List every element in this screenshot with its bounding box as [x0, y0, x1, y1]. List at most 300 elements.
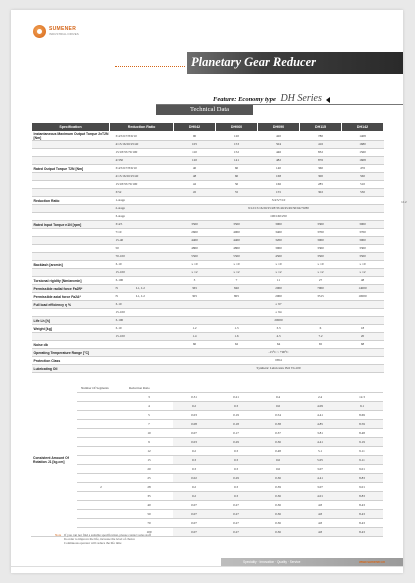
inertia-row: [31, 456, 383, 465]
spec-value: 3000: [342, 221, 384, 229]
segment-cell: [77, 411, 125, 420]
spec-value: ≤ 10: [300, 261, 342, 269]
column-header: DH060: [216, 123, 258, 132]
inertia-value: 3.07: [299, 465, 341, 474]
catalog-page: [11, 10, 407, 573]
spec-value: 3500: [342, 253, 384, 261]
spec-label: Life Lh [h]: [32, 317, 110, 325]
sun-logo-icon: [33, 25, 46, 38]
column-header: Specification: [32, 123, 110, 132]
ratio-cell: 40: [125, 501, 173, 510]
spec-value: ≤ 10: [216, 261, 258, 269]
note-line: If you can not find a suitable specification, please contact sales staff: [64, 533, 151, 537]
spec-value: 365: [174, 285, 216, 293]
spec-value: ≤ 12: [258, 269, 300, 277]
spec-value: 3500: [300, 253, 342, 261]
spec-value: 62: [216, 341, 258, 349]
inertia-value: 4.8: [299, 501, 341, 510]
spec-row: [32, 141, 384, 149]
note-line: Continuous operator will reduce the life time: [64, 541, 122, 546]
spec-label: [32, 149, 110, 157]
inertia-row: [31, 519, 383, 528]
spec-value: 3300: [300, 245, 342, 253]
inertia-value: 9.19: [341, 438, 383, 447]
inertia-value: 8.43: [341, 519, 383, 528]
spec-row: [32, 357, 384, 365]
inertia-value: 8.43: [341, 501, 383, 510]
column-header: DH142: [342, 123, 384, 132]
spec-value: 105: [174, 141, 216, 149]
ratio-cell: [110, 293, 174, 301]
inertia-value: 0.31: [173, 393, 215, 402]
spec-row: [32, 301, 384, 309]
segment-cell: [77, 492, 125, 501]
spec-value: 45: [174, 189, 216, 197]
inertia-row: [31, 438, 383, 447]
spec-value-span: -15°C ~ +90°C: [174, 349, 384, 357]
spec-value: 3515: [300, 293, 342, 301]
spec-value-span: IP64: [174, 357, 384, 365]
note-tag: Note: [55, 533, 62, 537]
ratio-cell: 15-100: [110, 309, 174, 317]
spec-row: [32, 365, 384, 373]
ratio-cell: 100: [125, 528, 173, 537]
inertia-row: [31, 411, 383, 420]
spec-value: 1.3: [216, 325, 258, 333]
spec-label: [32, 141, 110, 149]
inertia-value: 0.36: [257, 519, 299, 528]
inertia-value: 3.07: [299, 483, 341, 492]
inertia-value: 0.54: [257, 411, 299, 420]
spec-value: 420: [258, 132, 300, 141]
ratio-cell: 28: [125, 483, 173, 492]
spec-value: 560: [342, 173, 384, 181]
footer-rule: [11, 566, 403, 567]
inertia-value: 0.08: [173, 420, 215, 429]
segment-cell: [77, 420, 125, 429]
ratio-cell: 3-stage: [110, 213, 174, 221]
feature-label: Feature: Economy type: [213, 96, 276, 103]
spec-row: [32, 333, 384, 341]
ratio-cell: 3-100: [110, 317, 174, 325]
ratio-value: N: [115, 294, 118, 298]
column-header: DH115: [300, 123, 342, 132]
inertia-value: 0.36: [257, 501, 299, 510]
spec-row: [32, 285, 384, 293]
segment-cell: [77, 393, 125, 402]
segment-cell: [77, 438, 125, 447]
spec-value: 446: [258, 149, 300, 157]
spec-value: ≤ 12: [300, 269, 342, 277]
spec-label: [32, 173, 110, 181]
spec-header-row: [32, 123, 384, 132]
inertia-value: 0.3: [215, 483, 257, 492]
spec-value: 3200: [258, 237, 300, 245]
spec-value: 152: [216, 149, 258, 157]
segment-cell: 2: [77, 483, 125, 492]
inertia-value: 0.07: [173, 501, 215, 510]
spec-value: 2000: [258, 285, 300, 293]
ratio-cell: 3: [125, 393, 173, 402]
ratio-cell: 3/52: [110, 189, 174, 197]
spec-row: [32, 149, 384, 157]
ratio-cell: [110, 341, 174, 349]
spec-value: 42: [174, 181, 216, 189]
segment-cell: [77, 510, 125, 519]
spec-row: [32, 197, 384, 205]
spec-row: [32, 277, 384, 285]
spec-label: Lubricating Oil: [32, 365, 110, 373]
ratio-cell: [110, 349, 174, 357]
segments-header: Number Of Segments: [77, 384, 125, 393]
inertia-value: 0.27: [215, 510, 257, 519]
ratio-cell: 15-100: [110, 269, 174, 277]
segment-cell: [77, 501, 125, 510]
inertia-value: 0.3: [215, 492, 257, 501]
ratio-cell: 4: [125, 402, 173, 411]
inertia-value: 0.3: [173, 465, 215, 474]
spec-value-span: 9/12/15/16/20/25/28/35/40/45/49/50/64/70/80: [174, 205, 384, 213]
ratio-value: N: [115, 286, 118, 290]
spec-value: 4400: [174, 237, 216, 245]
spec-value: 3500: [174, 221, 216, 229]
spec-value: 805: [216, 293, 258, 301]
spec-value: 11: [258, 277, 300, 285]
spec-value: ≤ 10: [174, 261, 216, 269]
inertia-value: 0.27: [215, 528, 257, 537]
spec-value: 141: [216, 157, 258, 165]
note-line: In order to improve the life, increase the level of choice: [64, 537, 135, 542]
inertia-value: 0.6: [257, 402, 299, 411]
inertia-value: 4.8: [299, 519, 341, 528]
spec-value: 110: [174, 149, 216, 157]
spec-value-span: ≥ 94: [174, 309, 384, 317]
spec-value: 1.2: [174, 325, 216, 333]
segment-cell: [77, 456, 125, 465]
ratio-cell: 3-10: [110, 325, 174, 333]
spec-value: 120: [216, 132, 258, 141]
spec-value: 482: [258, 157, 300, 165]
spec-value: 60: [216, 173, 258, 181]
inertia-value: 0.29: [215, 474, 257, 483]
spec-value: 60: [174, 341, 216, 349]
inertia-value: 4.41: [299, 474, 341, 483]
spec-value-span: 3/4/5/7/10: [174, 197, 384, 205]
ratio-cell: 15-100: [110, 333, 174, 341]
spec-value: 840: [216, 285, 258, 293]
inertia-value: 0.38: [257, 420, 299, 429]
inertia-value: 9.1: [341, 402, 383, 411]
ratio-cell: 25: [125, 474, 173, 483]
inertia-row: [31, 501, 383, 510]
spec-value: 14000: [342, 285, 384, 293]
segment-cell: [77, 519, 125, 528]
inertia-value: 0.2: [173, 492, 215, 501]
spec-value: 55: [216, 189, 258, 197]
spec-value: 7: [216, 277, 258, 285]
spec-row: [32, 205, 384, 213]
inertia-value: 0.36: [257, 438, 299, 447]
spec-value: 155: [258, 189, 300, 197]
ratio-cell: [110, 365, 174, 373]
ratio-cell: 4/15/16/20/25/40: [110, 173, 174, 181]
segment-cell: [77, 402, 125, 411]
spec-value: 140: [258, 165, 300, 173]
ratio-cell: 2-stage: [110, 205, 174, 213]
spec-value: 876: [300, 157, 342, 165]
spec-value: 1608: [342, 157, 384, 165]
brand-logo: [33, 20, 93, 42]
spec-value: 3300: [342, 245, 384, 253]
page-title: Planetary Gear Reducer: [191, 55, 316, 69]
inertia-value: 0.36: [257, 474, 299, 483]
inertia-row: [31, 447, 383, 456]
ratio-cell: 3/4/5/6/7/8/9/10: [110, 165, 174, 173]
inertia-value: 0.36: [257, 528, 299, 537]
spec-row: [32, 189, 384, 197]
series-name: DH Series: [280, 93, 322, 104]
inertia-label: Consistent Amount Of Rotation J1 [kg.cm]: [31, 384, 77, 537]
inertia-value: 8.59: [341, 420, 383, 429]
inertia-value: 0.37: [257, 429, 299, 438]
column-header: DH090: [258, 123, 300, 132]
spec-row: [32, 237, 384, 245]
notes-block: [55, 533, 151, 546]
spec-label: Backlash [arcmin]: [32, 261, 110, 269]
segment-cell: [77, 429, 125, 438]
spec-value: 48: [174, 173, 216, 181]
spec-value: 48: [342, 277, 384, 285]
ratio-cell: 3-10: [110, 301, 174, 309]
ratio-cell: 9: [125, 438, 173, 447]
ratio-cell: 12: [125, 447, 173, 456]
section-title: Technical Data: [156, 105, 253, 115]
spec-row: [32, 253, 384, 261]
spec-label: [32, 237, 110, 245]
website-link[interactable]: www.sumener.cn: [359, 560, 385, 564]
ratio-cell: 4/15/16/20/25/40: [110, 141, 174, 149]
spec-value: 285: [300, 181, 342, 189]
inertia-value: 0.07: [173, 510, 215, 519]
spec-value: 302: [300, 189, 342, 197]
inertia-value: 0.27: [215, 519, 257, 528]
spec-row: [32, 132, 384, 141]
ratio-cell: 70-100: [110, 253, 174, 261]
inertia-value: 9.01: [341, 465, 383, 474]
spec-value: 1408: [342, 132, 384, 141]
spec-label: Noise db: [32, 341, 110, 349]
spec-label: [32, 309, 110, 317]
spec-value: 3: [174, 277, 216, 285]
spec-value: 27: [300, 277, 342, 285]
inertia-value: 0.6: [257, 465, 299, 474]
spec-row: [32, 341, 384, 349]
inertia-value: 8.43: [341, 510, 383, 519]
spec-row: [32, 165, 384, 173]
spec-row: [32, 261, 384, 269]
ratio-cell: 3/4/5/6/7/8/9/10: [110, 132, 174, 141]
spec-value: 2600: [174, 229, 216, 237]
inertia-row: [31, 393, 383, 402]
inertia-value: 9.11: [341, 456, 383, 465]
inertia-row: [31, 429, 383, 438]
inertia-value: 8.48: [341, 429, 383, 438]
ratio-cell: 15: [125, 456, 173, 465]
inertia-value: 0.3: [215, 447, 257, 456]
brand-name: SUMENER: [49, 25, 77, 32]
spec-value: 1560: [342, 149, 384, 157]
spec-label: [32, 245, 110, 253]
spec-value: 10000: [342, 293, 384, 301]
spec-row: [32, 221, 384, 229]
spec-value: 416: [300, 141, 342, 149]
spec-row: [32, 157, 384, 165]
inertia-value: 12.3: [341, 393, 383, 402]
inertia-value: 4.8: [299, 528, 341, 537]
ratio-cell: [110, 357, 174, 365]
spec-value: 476: [342, 165, 384, 173]
inertia-value: 5.1: [299, 447, 341, 456]
spec-row: [32, 309, 384, 317]
inertia-value: 0.29: [215, 438, 257, 447]
spec-label: Instantaneous Maximum Output Torque 2xT2N [Nm]: [33, 132, 109, 140]
ratio-cell: 7: [125, 420, 173, 429]
spec-value: 7900: [300, 285, 342, 293]
spec-value: 7.2: [300, 333, 342, 341]
spec-value: 3900: [258, 245, 300, 253]
inertia-value: 4.8: [299, 510, 341, 519]
inertia-header-row: [31, 384, 383, 393]
spec-label: Full load efficiency η %: [32, 301, 110, 309]
spec-row: [32, 229, 384, 237]
spec-row: [32, 349, 384, 357]
inertia-value: 0.6: [257, 456, 299, 465]
footer-slogan: Speciality · Innovation · Quality · Service: [243, 560, 301, 564]
inertia-value: 4.41: [299, 411, 341, 420]
spec-value: 18: [342, 325, 384, 333]
ratio-cell: 20: [125, 465, 173, 474]
inertia-row: [31, 474, 383, 483]
spec-value: 1.4: [174, 333, 216, 341]
ratio-cell: 70: [125, 519, 173, 528]
spec-value: 5500: [174, 253, 216, 261]
spec-value: 3000: [258, 221, 300, 229]
spec-row: [32, 325, 384, 333]
spec-label: [32, 269, 110, 277]
spec-value: 4800: [174, 245, 216, 253]
inertia-row: [31, 492, 383, 501]
inertia-value: 0.07: [173, 528, 215, 537]
inertia-value: 2.4: [299, 393, 341, 402]
inertia-value: 8.69: [341, 411, 383, 420]
inertia-value: 0.36: [257, 510, 299, 519]
inertia-row: [31, 510, 383, 519]
spec-value: 3000: [342, 237, 384, 245]
spec-label: [32, 205, 110, 213]
spec-value: 3300: [300, 221, 342, 229]
inertia-value: 0.17: [215, 429, 257, 438]
ratio-cell: 3-10: [110, 261, 174, 269]
spec-value: 3500: [216, 221, 258, 229]
spec-value: 780: [300, 132, 342, 141]
spec-row: [32, 173, 384, 181]
spec-value: 4500: [258, 253, 300, 261]
inertia-value: 4.01: [299, 492, 341, 501]
spec-label: [32, 189, 110, 197]
inertia-value: 0.18: [215, 420, 257, 429]
inertia-value: 5.05: [299, 456, 341, 465]
ratio-cell: 35: [125, 492, 173, 501]
spec-value: 3400: [258, 229, 300, 237]
inertia-value: 4.09: [299, 402, 341, 411]
inertia-value: 0.27: [215, 501, 257, 510]
inertia-value: 0.03: [173, 438, 215, 447]
spec-value: 530: [342, 189, 384, 197]
ratio-cell: 50: [110, 245, 174, 253]
inertia-row: [31, 483, 383, 492]
column-header: Reduction Ratio: [110, 123, 174, 132]
ratio-cell: 7/10: [110, 229, 174, 237]
ratio-cell: [110, 285, 174, 293]
ratio-header: Reduction Ratio: [125, 384, 173, 393]
spec-value: 3700: [342, 229, 384, 237]
spec-value: 50: [216, 181, 258, 189]
inertia-value: 0.2: [173, 483, 215, 492]
spec-value: 305: [174, 293, 216, 301]
inertia-value: 0.03: [173, 411, 215, 420]
inertia-value: 0.39: [257, 483, 299, 492]
inertia-value: 4.85: [299, 420, 341, 429]
ratio-cell: 3-100: [110, 277, 174, 285]
spec-label: Permissible radial force Fa2R*: [32, 285, 110, 293]
inertia-value: 4.41: [299, 438, 341, 447]
header-filler: [173, 384, 383, 393]
brand-tagline: INDUSTRIAL DRIVES: [49, 31, 79, 36]
spec-label: Weight [kg]: [32, 325, 110, 333]
footer-bar: [221, 558, 403, 566]
spec-value: 3.3: [258, 325, 300, 333]
ratio-sub: L1, L2: [135, 286, 145, 290]
inertia-value: 0.02: [173, 474, 215, 483]
inertia-value: 0.3: [215, 456, 257, 465]
spec-label: Rated Output Torque T2N [Nm]: [32, 165, 110, 173]
inertia-value: 9.11: [341, 447, 383, 456]
spec-value-span: ≥ 97: [174, 301, 384, 309]
spec-row: [32, 245, 384, 253]
ratio-cell: 50: [125, 510, 173, 519]
spec-value: 3000: [300, 237, 342, 245]
inertia-value: 0.21: [215, 393, 257, 402]
spec-value: 65: [300, 341, 342, 349]
spec-value: 40: [174, 165, 216, 173]
title-divider: [115, 66, 185, 67]
inertia-value: 0.3: [215, 402, 257, 411]
ratio-cell: 10: [125, 429, 173, 438]
spec-value: 168: [258, 173, 300, 181]
spec-value-span: Synthetic Lubricants ISO VG100: [174, 365, 384, 373]
spec-value: 510: [342, 181, 384, 189]
ratio-cell: 15/18/35/70/100: [110, 181, 174, 189]
spec-value: 6: [300, 325, 342, 333]
ratio-cell: 1-stage: [110, 197, 174, 205]
spec-value: 504: [258, 141, 300, 149]
spec-value: 64: [258, 341, 300, 349]
spec-value: 3700: [300, 229, 342, 237]
spec-table: [31, 122, 384, 373]
spec-value: ≤ 12: [216, 269, 258, 277]
inertia-row: [31, 420, 383, 429]
spec-value: 2000: [258, 293, 300, 301]
